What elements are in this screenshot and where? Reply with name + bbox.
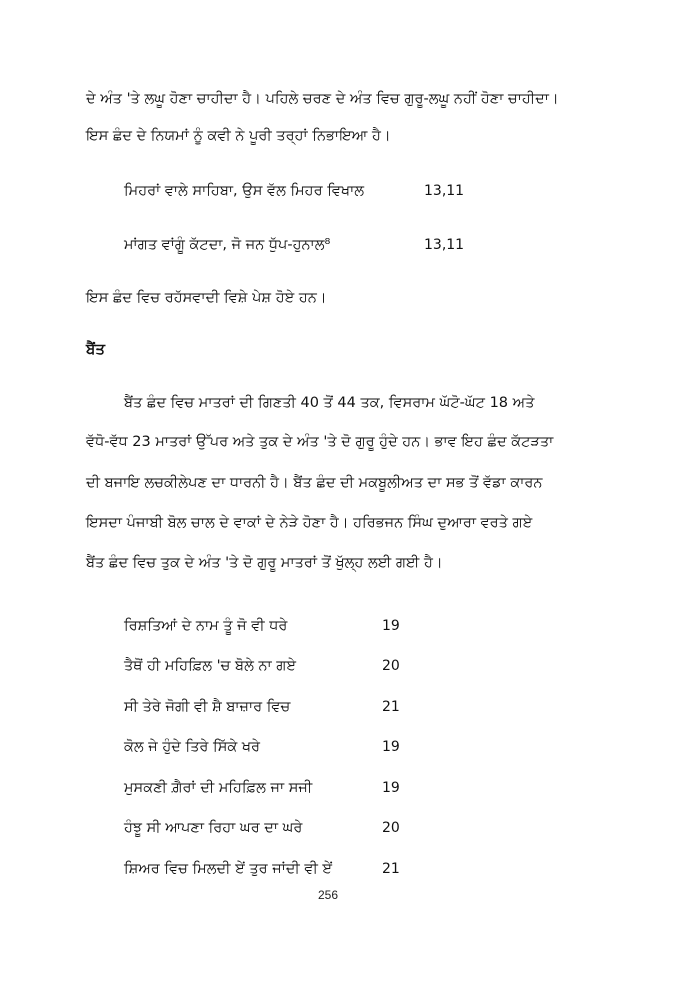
verse-text: ਮੁਸਕਣੀ ਗ਼ੈਰਾਂ ਦੀ ਮਹਿਫ਼ਿਲ ਜਾ ਸਜੀ xyxy=(124,780,313,796)
paragraph-line: ਇਸਦਾ ਪੰਜਾਬੀ ਬੋਲ ਚਾਲ ਦੇ ਵਾਕਾਂ ਦੇ ਨੇੜੇ ਹੋਣਾ ਹੈ। ਹਰਿਭਜਨ ਸਿੰਘ ਦੁਆਰਾ ਵਰਤੇ ਗਏ xyxy=(86,515,533,531)
matra-count: 19 xyxy=(382,780,400,796)
verse-row xyxy=(124,616,400,636)
paragraph-line: ਦੀ ਬਜਾਇ ਲਚਕੀਲੇਪਣ ਦਾ ਧਾਰਨੀ ਹੈ। ਬੈਂਤ ਛੰਦ ਦੀ ਮਕਬੂਲੀਅਤ ਦਾ ਸਭ ਤੋਂ ਵੱਡਾ ਕਾਰਨ xyxy=(86,475,543,491)
matra-count: 21 xyxy=(382,861,400,877)
verse-text: ਰਿਸ਼ਤਿਆਂ ਦੇ ਨਾਮ ਤੂੰ ਜੋ ਵੀ ਧਰੇ xyxy=(124,618,288,634)
verse-row xyxy=(124,818,400,838)
matra-count: 20 xyxy=(382,658,400,674)
paragraph-line: ਬੈਂਤ ਛੰਦ ਵਿਚ ਤੁਕ ਦੇ ਅੰਤ 'ਤੇ ਦੋ ਗੁਰੂ ਮਾਤਰਾਂ ਤੋਂ ਖੁੱਲ੍ਹ ਲਈ ਗਈ ਹੈ। xyxy=(86,555,443,571)
matra-count: 13,11 xyxy=(424,183,465,199)
verse-row xyxy=(124,778,400,798)
verse-text: ਸੀ ਤੇਰੇ ਜੋਗੀ ਵੀ ਸ਼ੈ ਬਾਜ਼ਾਰ ਵਿਚ xyxy=(124,699,291,715)
paragraph-line: ਦੇ ਅੰਤ 'ਤੇ ਲਘੂ ਹੋਣਾ ਚਾਹੀਦਾ ਹੈ। ਪਹਿਲੇ ਚਰਣ ਦੇ ਅੰਤ ਵਿਚ ਗੁਰੂ-ਲਘੂ ਨਹੀਂ ਹੋਣਾ ਚਾਹੀਦਾ। xyxy=(86,91,559,107)
verse-row xyxy=(124,697,400,717)
verse-text: ਸ਼ਿਅਰ ਵਿਚ ਮਿਲਦੀ ਏਂ ਤੁਰ ਜਾਂਦੀ ਵੀ ਏਂ xyxy=(124,861,333,877)
paragraph-line: ਬੈਂਤ ਛੰਦ ਵਿਚ ਮਾਤਰਾਂ ਦੀ ਗਿਣਤੀ 40 ਤੋਂ 44 ਤਕ, ਵਿਸਰਾਮ ਘੱਟੋ-ਘੱਟ 18 ਅਤੇ xyxy=(124,395,535,411)
paragraph-line: ਇਸ ਛੰਦ ਦੇ ਨਿਯਮਾਂ ਨੂੰ ਕਵੀ ਨੇ ਪੂਰੀ ਤਰ੍ਹਾਂ ਨਿਭਾਇਆ ਹੈ। xyxy=(86,128,391,144)
verse-row xyxy=(124,235,465,255)
verse-text: ਕੋਲ ਜੇ ਹੁੰਦੇ ਤਿਰੇ ਸਿੱਕੇ ਖਰੇ xyxy=(124,739,261,755)
verse-row xyxy=(124,737,400,757)
matra-count: 13,11 xyxy=(424,237,465,253)
matra-count: 20 xyxy=(382,820,400,836)
verse-text: ਹੰਝੂ ਸੀ ਆਪਣਾ ਰਿਹਾ ਘਰ ਦਾ ਘਰੇ xyxy=(124,820,303,836)
verse-row xyxy=(124,859,400,879)
paragraph-line: ਵੱਧੋ-ਵੱਧ 23 ਮਾਤਰਾਂ ਉੱਪਰ ਅਤੇ ਤੁਕ ਦੇ ਅੰਤ 'ਤੇ ਦੋ ਗੁਰੂ ਹੁੰਦੇ ਹਨ। ਭਾਵ ਇਹ ਛੰਦ ਕੱਟੜਤਾ xyxy=(86,434,554,450)
verse-row xyxy=(124,656,400,676)
verse-text: ਮਿਹਰਾਂ ਵਾਲੇ ਸਾਹਿਬਾ, ਉਸ ਵੱਲ ਮਿਹਰ ਵਿਖਾਲ xyxy=(124,183,365,199)
verse-text: ਮਾਂਗਤ ਵਾਂਗੂੰ ਕੱਟਦਾ, ਜੋ ਜਨ ਧੁੱਪ-ਹੁਨਾਲ⁸ xyxy=(124,237,331,253)
matra-count: 19 xyxy=(382,739,400,755)
matra-count: 19 xyxy=(382,618,400,634)
verse-text: ਤੈਥੋਂ ਹੀ ਮਹਿਫ਼ਿਲ 'ਚ ਬੋਲੇ ਨਾ ਗਏ xyxy=(124,658,297,674)
matra-count: 21 xyxy=(382,699,400,715)
paragraph-line: ਇਸ ਛੰਦ ਵਿਚ ਰਹੱਸਵਾਦੀ ਵਿਸ਼ੇ ਪੇਸ਼ ਹੋਏ ਹਨ। xyxy=(86,290,327,306)
verse-row xyxy=(124,181,465,201)
section-heading: ਬੈਂਤ xyxy=(86,340,105,358)
page-number: 256 xyxy=(318,888,339,902)
